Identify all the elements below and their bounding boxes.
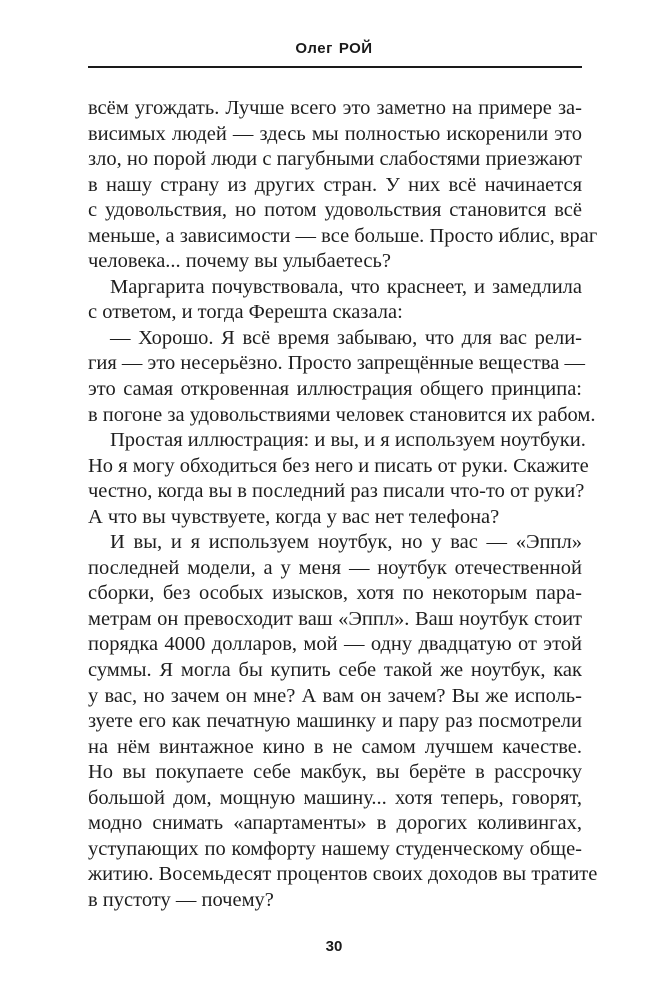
text-line: И вы, и я используем ноутбук, но у вас — «Эппл» — [110, 531, 582, 554]
text-line: порядка 4000 долларов, мой — одну двадцатую от этой — [88, 633, 582, 656]
text-line: на нём винтажное кино в не самом лучшем качестве. — [88, 735, 582, 758]
body-text — [88, 96, 598, 914]
text-line: А что вы чувствуете, когда у вас нет телефона? — [88, 505, 500, 528]
running-head — [0, 40, 668, 57]
text-line: уступающих по комфорту нашему студенческому обще- — [88, 837, 582, 860]
text-line: сборки, без особых изысков, хотя по некоторым пара- — [88, 582, 582, 605]
text-line: Но я могу обходиться без него и писать от руки. Скажите — [88, 454, 589, 477]
text-line: зло, но порой люди с пагубными слабостями приезжают — [88, 148, 582, 171]
text-line: — Хорошо. Я всё время забываю, что для вас рели- — [110, 326, 582, 349]
page-number: 30 — [325, 938, 343, 955]
text-line: в пустоту — почему? — [88, 888, 274, 911]
text-line: человека... почему вы улыбаетесь? — [88, 250, 391, 273]
text-line: Но вы покупаете себе макбук, вы берёте в рассрочку — [88, 761, 582, 784]
text-line: у вас, но зачем он мне? А вам он зачем? Вы же исполь- — [88, 684, 582, 707]
text-line: висимых людей — здесь мы полностью искоренили это — [88, 122, 582, 145]
text-line: в нашу страну из других стран. У них всё начинается — [88, 173, 582, 196]
text-line: житию. Восемьдесят процентов своих доходов вы тратите — [88, 863, 598, 886]
header-rule — [88, 66, 582, 68]
text-line: зуете его как печатную машинку и пару раз посмотрели — [88, 710, 582, 733]
text-line: суммы. Я могла бы купить себе такой же ноутбук, как — [88, 659, 582, 682]
text-line: это самая откровенная иллюстрация общего принципа: — [88, 378, 582, 401]
text-line: честно, когда вы в последний раз писали что-то от руки? — [88, 480, 585, 503]
author-last-name: РОЙ — [338, 40, 373, 57]
text-line: с ответом, и тогда Ферешта сказала: — [88, 301, 403, 324]
text-line: с удовольствия, но потом удовольствия становится всё — [88, 199, 582, 222]
text-line: гия — это несерьёзно. Просто запрещённые вещества — — [88, 352, 586, 375]
text-line: меньше, а зависимости — все больше. Просто иблис, враг — [88, 224, 598, 247]
text-line: метрам он превосходит ваш «Эппл». Ваш ноутбук стоит — [88, 607, 582, 630]
text-line: модно снимать «апартаменты» в дорогих коливингах, — [88, 812, 582, 835]
text-line: большой дом, мощную машину... хотя теперь, говорят, — [88, 786, 582, 809]
text-line: Простая иллюстрация: и вы, и я используем ноутбуки. — [110, 429, 586, 452]
author-first-name: Олег — [295, 40, 333, 57]
text-line: Маргарита почувствовала, что краснеет, и замедлила — [110, 275, 582, 298]
text-line: последней модели, а у меня — ноутбук отечественной — [88, 556, 582, 579]
text-line: в погоне за удовольствиями человек становится их рабом. — [88, 403, 596, 426]
text-line: всём угождать. Лучше всего это заметно на примере за- — [88, 97, 582, 119]
